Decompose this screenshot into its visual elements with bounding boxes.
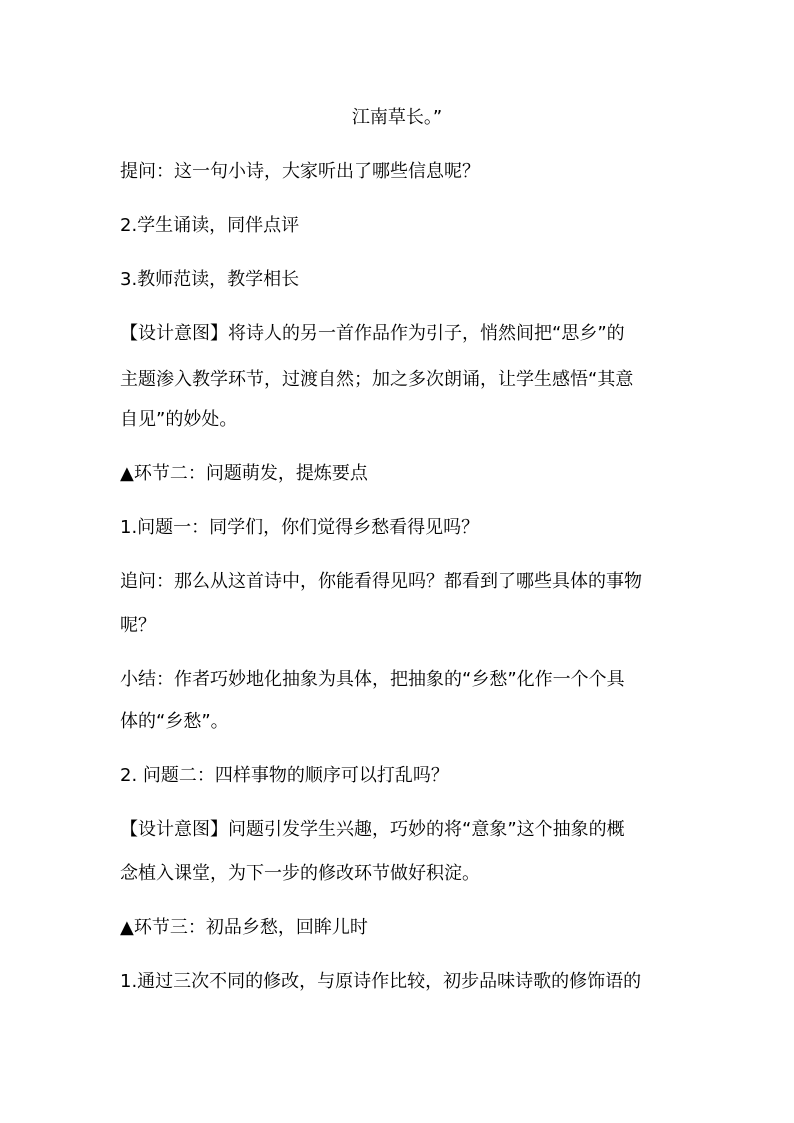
design-intent-2-line-2: 念植入课堂，为下一步的修改环节做好积淀。 bbox=[120, 863, 480, 884]
question-1-line: 1.问题一：同学们，你们觉得乡愁看得见吗？ bbox=[120, 517, 480, 538]
step-3-line: 3.教师范读，教学相长 bbox=[120, 269, 300, 290]
poem-line-fragment: 江南草长。” bbox=[351, 107, 443, 128]
design-intent-2-line-1: 【设计意图】问题引发学生兴趣，巧妙的将“意象”这个抽象的概 bbox=[120, 819, 625, 840]
modification-step-line: 1.通过三次不同的修改，与原诗作比较，初步品味诗歌的修饰语的 bbox=[120, 971, 642, 992]
design-intent-1-line-3: 自见”的妙处。 bbox=[120, 409, 238, 430]
summary-line-1: 小结：作者巧妙地化抽象为具体，把抽象的“乡愁”化作一个个具 bbox=[120, 669, 625, 690]
question-2-line: 2. 问题二：四样事物的顺序可以打乱吗？ bbox=[120, 765, 449, 786]
section-3-heading: ▲环节三：初品乡愁，回眸儿时 bbox=[120, 917, 368, 938]
follow-up-line-2: 呢？ bbox=[120, 615, 156, 636]
follow-up-line-1: 追问：那么从这首诗中，你能看得见吗？都看到了哪些具体的事物 bbox=[120, 571, 642, 592]
design-intent-1-line-2: 主题渗入教学环节，过渡自然；加之多次朗诵，让学生感悟“其意 bbox=[120, 369, 634, 390]
question-paragraph: 提问：这一句小诗，大家听出了哪些信息呢？ bbox=[120, 161, 480, 182]
summary-line-2: 体的“乡愁”。 bbox=[120, 711, 229, 732]
step-2-line: 2.学生诵读，同伴点评 bbox=[120, 215, 300, 236]
design-intent-1-line-1: 【设计意图】将诗人的另一首作品作为引子，悄然间把“思乡”的 bbox=[120, 323, 625, 344]
section-2-heading: ▲环节二：问题萌发，提炼要点 bbox=[120, 463, 368, 484]
